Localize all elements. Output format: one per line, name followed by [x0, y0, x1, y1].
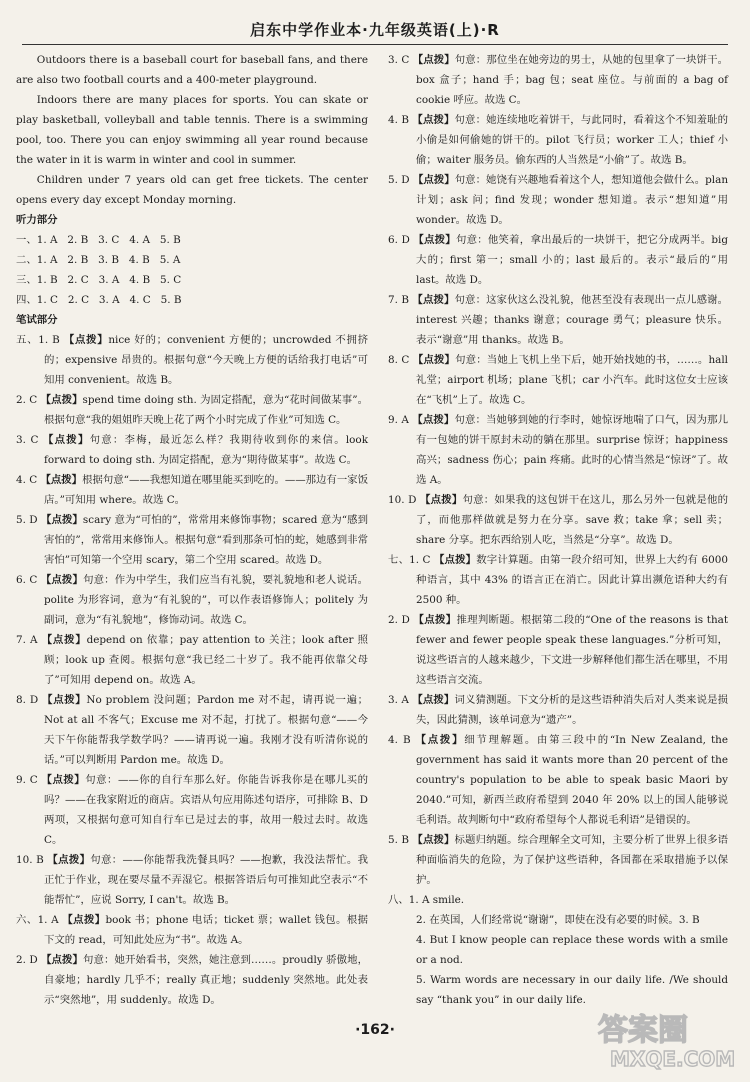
- answer-item: [388, 830, 728, 890]
- explanation-text: 句意：——你能帮我洗餐具吗？——抱歉，我没法帮忙。我正忙于作业，现在要尽量不弄湿它。根据答语后句可推知此空表示“不能帮忙”，应说 Sorry, I can't。故选 B。: [44, 854, 368, 906]
- answer-number: 七、1. C: [388, 554, 434, 566]
- explanation-text: 句意：当她够到她的行李时，她惊讶地喘了口气，因为那儿有一包她的饼干原封未动的躺在那里。surprise 惊讶；happiness 高兴；sadness 伤心；pain 疼痛。此时的心情当然是“惊讶”了。故选 A。: [416, 414, 729, 486]
- answer-number: 2. C: [16, 394, 41, 406]
- hint-tag: 【点拨】: [419, 494, 463, 506]
- explanation-text: book 书；phone 电话；ticket 票；wallet 钱包。根据下文的 read，可知此处应为“书”。故选 A。: [44, 914, 369, 946]
- answer-item: [16, 510, 368, 570]
- passage-paragraph: Outdoors there is a baseball court for baseball fans, and there are also two football courts and a 400-meter playground.: [16, 54, 368, 86]
- answer-number: 10. D: [388, 494, 420, 506]
- answer-number: 6. C: [16, 574, 41, 586]
- explanation-text: 推理判断题。根据第二段的“One of the reasons is that fewer and fewer people speak these languages.”分析可知，说这些语言的人越来越少，下文进一步解释他们都生活在哪里，不用这些语言交流。: [416, 614, 729, 686]
- passage-paragraph: Children under 7 years old can get free tickets. The center opens every day except Monday morning.: [16, 174, 368, 206]
- watermark-icon: [590, 1004, 740, 1074]
- hint-tag: 【点拨】: [40, 394, 83, 406]
- explanation-text: scary 意为“可怕的”，常常用来修饰事物；scared 意为“感到害怕的”，常常用来修饰人。根据句意“看到那条可怕的蛇，她感到非常害怕”可知第一个空用 scary，第二个空用 scared。故选 D。: [44, 514, 368, 566]
- hint-tag: 【点拨】: [412, 694, 455, 706]
- answer-number: 2. D: [16, 954, 42, 966]
- explanation-text: 根据句意“——我想知道在哪里能买到吃的。——那边有一家饭店。”可知用 where。故选 C。: [44, 474, 368, 506]
- hint-tag: 【点拨】: [413, 234, 456, 246]
- hint-tag: 【点拨】: [415, 734, 465, 746]
- hint-tag: 【点拨】: [412, 414, 455, 426]
- listening-section-title: 听力部分: [16, 214, 58, 226]
- svg-text:答案圈: 答案圈: [598, 1013, 688, 1048]
- explanation-text: nice 好的；convenient 方便的；uncrowded 不拥挤的；expensive 昂贵的。根据句意“今天晚上方便的话给我打电话”可知用 convenient。故选 B。: [44, 334, 369, 386]
- page-header: [22, 0, 728, 45]
- answer-item: [16, 850, 368, 910]
- explanation-text: 句意：她连续地吃着饼干，与此同时，看着这个不知羞耻的小偷是如何偷她的饼干的。pilot 飞行员；worker 工人；thief 小偷；waiter 服务员。偷东西的人当然是“小偷”了。故选 B。: [416, 114, 729, 166]
- hint-tag: 【点拨】: [47, 854, 91, 866]
- hint-tag: 【点拨】: [413, 614, 457, 626]
- hint-tag: 【点拨】: [41, 954, 84, 966]
- left-column: [16, 50, 368, 1010]
- answer-row: 二、1. A 2. B 3. B 4. B 5. A: [16, 254, 181, 266]
- hint-tag: 【点拨】: [41, 514, 83, 526]
- answer-item: [16, 690, 368, 770]
- explanation-text: 句意：——你的自行车那么好。你能告诉我你是在哪儿买的吗？——在我家附近的商店。宾语从句应用陈述句语序，可排除 B、D 两项，又根据句意可知自行车已是过去的事，故用一般过去时。故选 C。: [44, 774, 368, 846]
- answer-number: 五、1. B: [16, 334, 64, 346]
- answer-item: [388, 170, 728, 230]
- answer-item: [16, 390, 368, 430]
- answer-item: [388, 350, 728, 410]
- explanation-text: 句意：他笑着，拿出最后的一块饼干，把它分成两半。big 大的；first 第一；small 小的；last 最后的。表示“最后的”用 last。故选 D。: [416, 234, 728, 286]
- answer-number: 六、1. A: [16, 914, 63, 926]
- explanation-text: 句意：她开始看书，突然，她注意到……。proudly 骄傲地，自豪地；hardly 几乎不；really 真正地；suddenly 突然地。此处表示“突然地”，用 suddenly。故选 D。: [44, 954, 369, 1006]
- answer-number: 4. C: [16, 474, 41, 486]
- answer-item: [388, 550, 728, 610]
- explanation-text: spend time doing sth. 为固定搭配，意为“花时间做某事”。根据句意“我的姐姐昨天晚上花了两个小时完成了作业”可知选 C。: [44, 394, 368, 426]
- answer-item: [16, 430, 368, 470]
- answer-number: 9. C: [16, 774, 42, 786]
- hint-tag: 【点拨】: [41, 634, 87, 646]
- answer-row: 三、1. B 2. C 3. A 4. B 5. C: [16, 274, 182, 286]
- hint-tag: 【点拨】: [412, 174, 455, 186]
- answer-item: [388, 730, 728, 830]
- answer-item: [16, 470, 368, 510]
- passage-paragraph: Indoors there are many places for sports. You can skate or play basketball, volleyball and table tennis. There is a swimming pool, too. There you can enjoy swimming all year round because the water in it is warm in winter and cool in summer.: [16, 94, 368, 166]
- page-number: ·162·: [355, 1022, 395, 1038]
- answer-item: [388, 410, 728, 490]
- explanation-text: 细节理解题。由第三段中的“In New Zealand, the government has said it wants more than 20 percent of the country's population to be able to speak basic Maori by 2040.”可知，新西兰政府希望到 2040 年 20% 以上的国人能够说毛利语。故判断句中“政府希望每个人都说毛利语”是错误的。: [416, 734, 729, 826]
- explanation-text: 句意：如果我的这包饼干在这儿，那么另外一包就是他的了，而他那样做就是努力在分享。save 救；take 拿；sell 卖；share 分享。把东西给别人吃，当然是“分享”。故选 D。: [416, 494, 729, 546]
- hint-tag: 【点拨】: [412, 114, 455, 126]
- explanation-text: 句意：作为中学生，我们应当有礼貌，要礼貌地和老人说话。polite 为形容词，意为“有礼貌的”，可以作表语修饰人；politely 为副词，意为“有礼貌地”，修饰动词。故选 C。: [44, 574, 368, 626]
- watermark-logo: [590, 1004, 740, 1074]
- answer-item: [16, 570, 368, 630]
- explanation-text: 句意：当她上飞机上坐下后，她开始找她的书，……。hall 礼堂；airport 机场；plane 飞机；car 小汽车。此时这位女士应该在“飞机”上了。故选 C。: [416, 354, 729, 406]
- answer-number: 5. D: [16, 514, 42, 526]
- section8-head: 八、1. A smile.: [388, 894, 465, 906]
- hint-tag: 【点拨】: [40, 474, 83, 486]
- answer-number: 7. A: [16, 634, 42, 646]
- answer-number: 3. C: [388, 54, 413, 66]
- explanation-text: 数字计算题。由第一段介绍可知，世界上大约有 6000 种语言，其中 43% 的语言正在消亡。因此计算出濒危语种大约有 2500 种。: [416, 554, 728, 606]
- answer-item: [388, 110, 728, 170]
- explanation-text: 句意：李梅，最近怎么样？我期待收到你的来信。look forward to doing sth. 为固定搭配，意为“期待做某事”。故选 C。: [44, 434, 368, 466]
- answer-item: [16, 330, 368, 390]
- right-column: [388, 50, 728, 1010]
- hint-tag: 【点拨】: [42, 694, 87, 706]
- answer-item: [388, 490, 728, 550]
- answer-item: [16, 630, 368, 690]
- hint-tag: 【点拨】: [433, 554, 477, 566]
- hint-tag: 【点拨】: [43, 434, 90, 446]
- hint-tag: 【点拨】: [40, 574, 84, 586]
- right-answer-list: [388, 50, 728, 890]
- answer-number: 10. B: [16, 854, 48, 866]
- hint-tag: 【点拨】: [412, 294, 455, 306]
- answer-item: [388, 610, 728, 690]
- hint-tag: 【点拨】: [412, 354, 456, 366]
- hint-tag: 【点拨】: [41, 774, 86, 786]
- hint-tag: 【点拨】: [412, 834, 455, 846]
- hint-tag: 【点拨】: [412, 54, 455, 66]
- answer-item: [16, 910, 368, 950]
- answer-row: 一、1. A 2. B 3. C 4. A 5. B: [16, 234, 181, 246]
- answer-number: 2. D: [388, 614, 414, 626]
- answer-number: 8. D: [16, 694, 43, 706]
- answer-number: 5. D: [388, 174, 413, 186]
- section8-line: 4. But I know people can replace these words with a smile or a nod.: [416, 934, 728, 966]
- answer-row: 四、1. C 2. C 3. A 4. C 5. B: [16, 294, 182, 306]
- explanation-text: 句意：这家伙这么没礼貌，他甚至没有表现出一点儿感谢。interest 兴趣；thanks 谢意；courage 勇气；pleasure 快乐。表示“谢意”用 thanks。故选 B。: [416, 294, 729, 346]
- answer-number: 4. B: [388, 734, 416, 746]
- answer-number: 7. B: [388, 294, 413, 306]
- book-title: 启东中学作业本·九年级英语(上)·R: [250, 21, 500, 39]
- answer-item: [388, 230, 728, 290]
- answer-item: [16, 950, 368, 1010]
- explanation-text: No problem 没问题；Pardon me 对不起，请再说一遍；Not at all 不客气；Excuse me 对不起，打扰了。根据句意“——今天下午你能帮我学数学吗？——请再说一遍。我刚才没有听清你说的话。”可以判断用 Pardon me。故选 D。: [44, 694, 369, 766]
- section8-line: 5. Warm words are necessary in our daily life. /We should say “thank you” in our daily life.: [416, 974, 728, 1006]
- answer-number: 6. D: [388, 234, 414, 246]
- answer-number: 3. C: [16, 434, 43, 446]
- answer-item: [388, 290, 728, 350]
- answer-number: 9. A: [388, 414, 413, 426]
- answer-number: 3. A: [388, 694, 413, 706]
- left-answer-list: [16, 330, 368, 1010]
- answer-item: [16, 770, 368, 850]
- hint-tag: 【点拨】: [62, 914, 106, 926]
- answer-item: [388, 690, 728, 730]
- explanation-text: 词义猜测题。下文分析的是这些语种消失后对人类来说是损失，因此猜测，该单词意为“遗产”。: [416, 694, 729, 726]
- answer-item: [388, 50, 728, 110]
- svg-text:MXQE.COM: MXQE.COM: [610, 1047, 736, 1071]
- hint-tag: 【点拨】: [63, 334, 109, 346]
- answer-number: 8. C: [388, 354, 413, 366]
- explanation-text: 标题归纳题。综合理解全文可知，主要分析了世界上很多语种面临消失的危险，为了保护这些语种，各国都在采取措施予以保护。: [416, 834, 729, 886]
- explanation-text: depend on 依靠；pay attention to 关注；look after 照顾；look up 查阅。根据句意“我已经二十岁了。我不能再依靠父母了”可知用 depend on。故选 A。: [44, 634, 368, 686]
- answer-number: 4. B: [388, 114, 413, 126]
- answer-number: 5. B: [388, 834, 413, 846]
- written-section-title: 笔试部分: [16, 314, 58, 326]
- explanation-text: 句意：她饶有兴趣地看着这个人，想知道他会做什么。plan 计划；ask 问；find 发现；wonder 想知道。表示“想知道”用 wonder。故选 D。: [416, 174, 729, 226]
- section8-line: 2. 在英国，人们经常说“谢谢”，即使在没有必要的时候。3. B: [416, 914, 700, 926]
- explanation-text: 句意：那位坐在她旁边的男士，从她的包里拿了一块饼干。box 盒子；hand 手；bag 包；seat 座位。与前面的 a bag of cookie 呼应。故选 C。: [416, 54, 728, 106]
